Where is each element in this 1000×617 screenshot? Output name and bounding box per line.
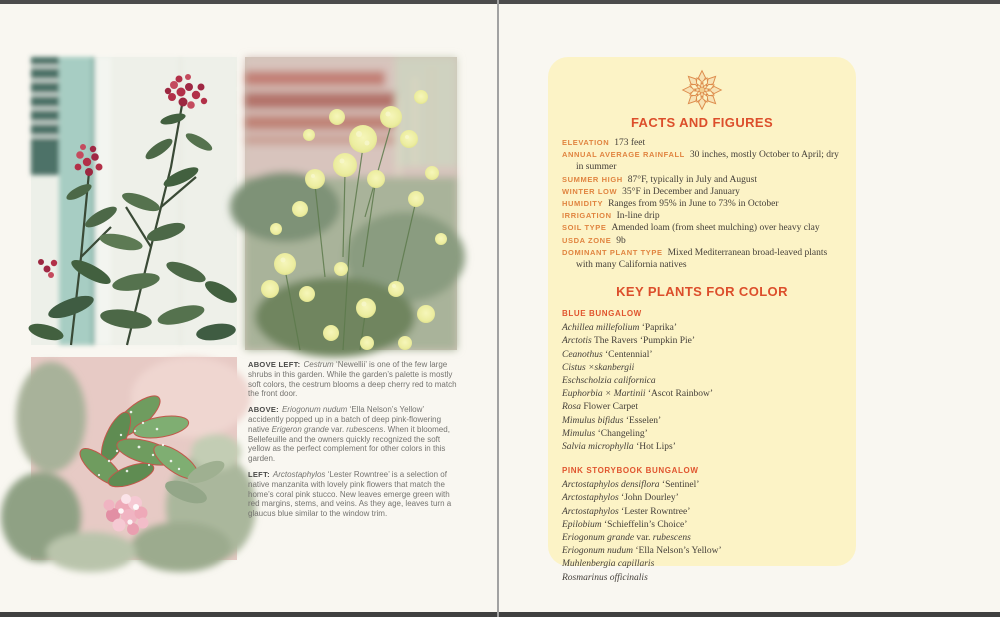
plant-cultivar: ‘Hot Lips’ xyxy=(633,442,676,453)
fact-label: SOIL TYPE xyxy=(562,223,607,233)
plant-cultivar: var. xyxy=(634,533,653,544)
plant-item xyxy=(562,335,842,348)
plant-cultivar: ‘Changeling’ xyxy=(595,428,648,439)
photo-cestrum-newellii xyxy=(31,57,237,345)
plant-item xyxy=(562,388,842,401)
photo-eriogonum-yellow xyxy=(245,57,457,350)
fact-row-elevation xyxy=(562,137,842,149)
group-heading: BLUE BUNGALOW xyxy=(562,309,642,319)
fact-value: 173 feet xyxy=(614,138,646,148)
fact-value: 9b xyxy=(616,235,626,246)
caption-text: ‘Lester Rowntree’ is a selection of native manzanita with lovely pink flowers that match the home’s coral pink stucco. New leaves emerge green with red margins, stems, and veins. As they age, leaves turn a glaucus blue similar to the window trim. xyxy=(248,469,452,519)
photo-caption-above xyxy=(248,405,458,464)
caption-italic: Eriogonum nudum xyxy=(281,405,348,415)
plant-item xyxy=(562,428,842,441)
fact-value: In-line drip xyxy=(616,211,660,222)
plant-sci-name: Arctostaphylos xyxy=(562,506,619,517)
plant-sci-name: Salvia microphylla xyxy=(562,442,634,453)
caption-italic: Arctostaphylos xyxy=(272,469,326,479)
fact-label: DOMINANT PLANT TYPE xyxy=(562,247,663,257)
caption-italic: Erigeron grande xyxy=(271,424,329,434)
caption-italic: rubescens xyxy=(346,424,384,434)
plant-sci-name: Mimulus xyxy=(562,428,596,439)
fact-value: 30 inches, mostly October to April; dry in summer xyxy=(576,150,839,173)
plant-item xyxy=(562,572,842,585)
fact-row-rainfall xyxy=(562,149,842,173)
plant-sci-name: Muhlenbergia capillaris xyxy=(562,559,655,570)
plant-cultivar: ‘Ascot Rainbow’ xyxy=(645,389,714,400)
plant-item xyxy=(562,519,842,532)
fact-label: USDA ZONE xyxy=(562,235,612,245)
plant-sci-name: Achillea millefolium xyxy=(562,323,640,334)
plant-cultivar: ‘Schieffelin’s Choice’ xyxy=(601,519,688,530)
caption-italic: Cestrum xyxy=(303,360,334,369)
photo-arctostaphylos-lester-rowntree xyxy=(31,357,237,560)
plant-item xyxy=(562,492,842,505)
plant-item xyxy=(562,349,842,362)
plant-item xyxy=(562,545,842,558)
quilt-flower-icon xyxy=(681,69,723,111)
plant-sci-name-2: rubescens xyxy=(652,533,691,544)
plant-item xyxy=(562,375,842,388)
photo-caption-left xyxy=(248,470,458,519)
caption-column xyxy=(248,360,458,525)
caption-text: ‘Newellii’ is one of the few large shrubs in this garden. While the garden’s palette is mostly soft colors, the cestrum blooms a deep cherry red to match the front door. xyxy=(248,360,457,399)
plant-cultivar: ‘Centennial’ xyxy=(602,349,653,360)
plant-sci-name: Arctostaphylos xyxy=(562,493,619,504)
fact-value: Ranges from 95% in June to 73% in October xyxy=(608,199,779,210)
fact-label: ANNUAL AVERAGE RAINFALL xyxy=(562,150,685,160)
plant-cultivar: ‘Lester Rowntree’ xyxy=(618,506,691,517)
fact-label: WINTER LOW xyxy=(562,186,618,196)
plant-item xyxy=(562,322,842,335)
facts-and-figures-title: FACTS AND FIGURES xyxy=(630,115,774,130)
plant-group-blue-bungalow xyxy=(562,309,842,454)
top-edge-bar xyxy=(0,0,1000,4)
fact-label: IRRIGATION xyxy=(562,211,612,221)
fact-value: 87°F, typically in July and August xyxy=(627,174,757,185)
plant-item xyxy=(562,415,842,428)
fact-label: SUMMER HIGH xyxy=(562,174,623,184)
plant-sci-name: Cistus ×skanbergii xyxy=(562,362,635,373)
caption-text: var. xyxy=(328,424,347,434)
caption-text: . When it bloomed, Bellefeuille and the owners quickly recognized the soft yellow as the perfect complement for other colors in this garden. xyxy=(248,424,450,464)
plant-sci-name: Euphorbia × Martinii xyxy=(562,389,646,400)
fact-row-summer-high xyxy=(562,174,842,186)
fact-value: Mixed Mediterranean broad-leaved plants with many California natives xyxy=(576,247,828,271)
plant-cultivar: ‘Sentinel’ xyxy=(659,480,700,491)
fact-row-dominant-plant-type xyxy=(562,247,842,271)
plant-cultivar: ‘John Dourley’ xyxy=(618,493,679,504)
plant-item xyxy=(562,401,842,414)
caption-text: ‘Ella Nelson’s Yellow’ accidently popped up in a batch of deep pink-flowering native xyxy=(248,405,442,434)
plant-sci-name: Mimulus bifidus xyxy=(562,415,624,426)
fact-row-humidity xyxy=(562,198,842,210)
plant-sci-name: Epilobium xyxy=(562,519,602,530)
plant-cultivar: ‘Ella Nelson’s Yellow’ xyxy=(633,546,722,557)
plant-sci-name: Rosa xyxy=(562,402,581,413)
page-fold-divider xyxy=(497,0,499,617)
plant-item xyxy=(562,441,842,454)
plant-item xyxy=(562,532,842,545)
plant-item xyxy=(562,362,842,375)
fact-value: Amended loam (from sheet mulching) over heavy clay xyxy=(611,223,820,234)
plant-sci-name: Eriogonum grande xyxy=(562,533,635,544)
plant-item xyxy=(562,506,842,519)
fact-row-soil-type xyxy=(562,222,842,234)
plant-group-pink-storybook-bungalow xyxy=(562,466,842,585)
caption-label: LEFT: xyxy=(248,469,270,479)
plant-sci-name: Rosmarinus officinalis xyxy=(562,572,648,583)
plant-cultivar: The Ravers ‘Pumpkin Pie’ xyxy=(591,336,695,347)
plant-sci-name: Ceanothus xyxy=(562,349,603,360)
group-heading: PINK STORYBOOK BUNGALOW xyxy=(562,466,699,476)
fact-label: ELEVATION xyxy=(562,138,610,147)
fact-row-irrigation xyxy=(562,210,842,222)
plant-sci-name: Eschscholzia californica xyxy=(562,376,656,387)
facts-list xyxy=(562,137,842,271)
key-plants-title: KEY PLANTS FOR COLOR xyxy=(616,284,788,300)
fact-value: 35°F in December and January xyxy=(622,186,740,197)
plant-item xyxy=(562,479,842,492)
photo-caption-above-left xyxy=(248,360,458,399)
caption-label: ABOVE LEFT: xyxy=(248,360,301,369)
plant-cultivar: Flower Carpet xyxy=(581,402,638,413)
plant-item xyxy=(562,558,842,571)
caption-label: ABOVE: xyxy=(248,405,279,415)
bottom-edge-bar xyxy=(0,612,1000,617)
facts-panel xyxy=(548,57,856,583)
fact-row-winter-low xyxy=(562,186,842,198)
fact-row-usda-zone xyxy=(562,235,842,247)
plant-sci-name: Arctostaphylos densiflora xyxy=(562,480,660,491)
plant-sci-name: Arctotis xyxy=(562,336,592,347)
plant-cultivar: ‘Esselen’ xyxy=(623,415,662,426)
fact-label: HUMIDITY xyxy=(562,199,604,209)
plant-sci-name: Eriogonum nudum xyxy=(562,546,633,557)
plant-cultivar: ‘Paprika’ xyxy=(639,323,678,334)
